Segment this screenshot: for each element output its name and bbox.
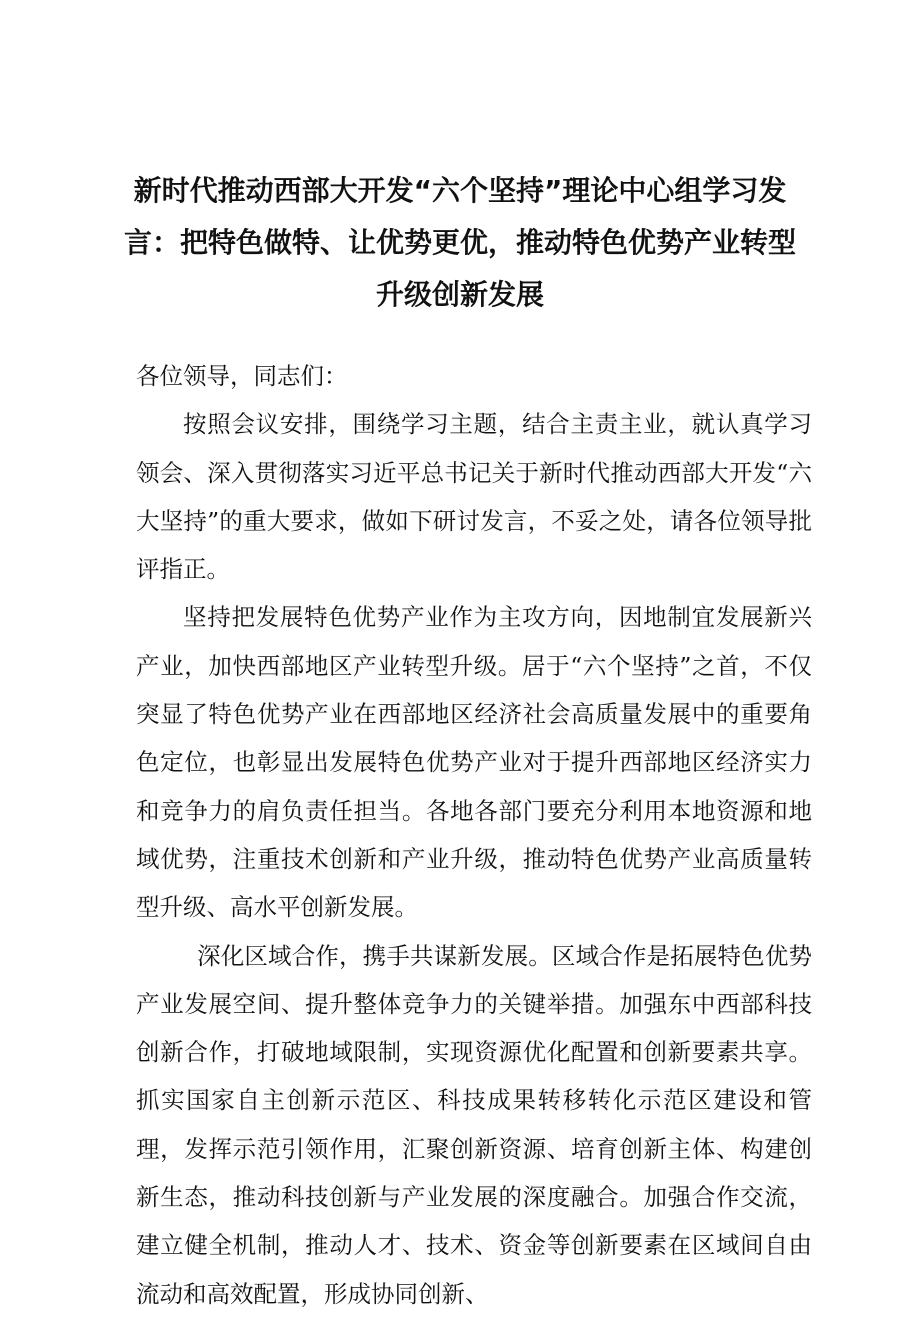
document-title: 新时代推动西部大开发“六个坚持”理论中心组学习发言：把特色做特、让优势更优，推动特色优势产业转型升级创新发展 — [123, 174, 796, 311]
paragraph-intro: 按照会议安排，围绕学习主题，结合主责主业，就认真学习领会、深入贯彻落实习近平总书记关于新时代推动西部大开发“六大坚持”的重大要求，做如下研讨发言，不妥之处，请各位领导批评指正。 — [136, 410, 812, 584]
document-body — [136, 352, 812, 1318]
salutation: 各位领导，同志们： — [136, 362, 348, 390]
paragraph-specialty-industries: 坚持把发展特色优势产业作为主攻方向，因地制宜发展新兴产业，加快西部地区产业转型升级。居于“六个坚持”之首，不仅突显了特色优势产业在西部地区经济社会高质量发展中的重要角色定位，也彰显出发展特色优势产业对于提升西部地区经济实力和竞争力的肩负责任担当。各地各部门要充分利用本地资源和地域优势，注重技术创新和产业升级，推动特色优势产业高质量转型升级、高水平创新发展。 — [136, 603, 812, 922]
paragraph-regional-cooperation: 深化区域合作，携手共谋新发展。区域合作是拓展特色优势产业发展空间、提升整体竞争力的关键举措。加强东中西部科技创新合作，打破地域限制，实现资源优化配置和创新要素共享。抓实国家自主创新示范区、科技成果转移转化示范区建设和管理，发挥示范引领作用，汇聚创新资源、培育创新主体、构建创新生态，推动科技创新与产业发展的深度融合。加强合作交流，建立健全机制，推动人才、技术、资金等创新要素在区域间自由流动和高效配置，形成协同创新、 — [136, 941, 812, 1308]
